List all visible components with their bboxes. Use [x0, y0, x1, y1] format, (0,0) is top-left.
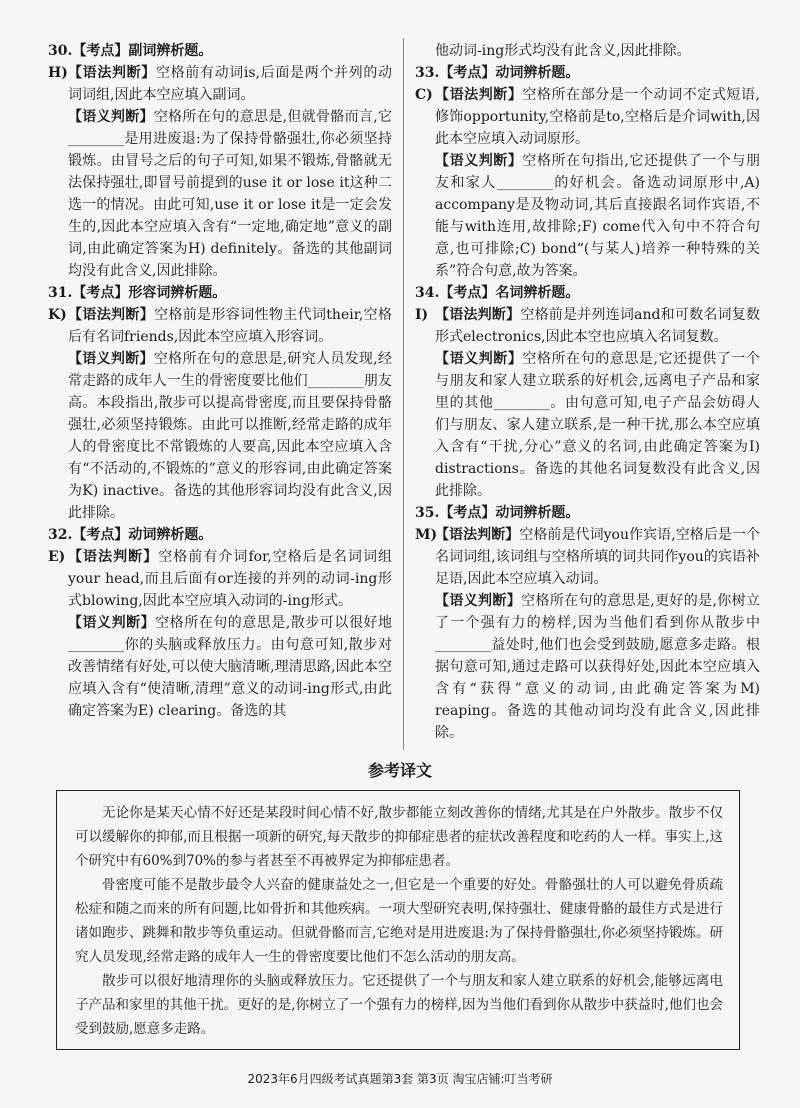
answer-row [415, 304, 760, 348]
question-heading: 30.【考点】副词辨析题。 [48, 43, 213, 59]
answer-row [415, 84, 760, 150]
answer-letter: H) [48, 65, 68, 81]
translation-title: 参考译文 [367, 761, 432, 780]
left-column [48, 40, 392, 722]
analysis-text: 空格所在句的意思是,它还提供了一个与朋友和家人建立联系的好机会,远离电子产品和家里的其他________。由句意可知,电子产品会妨碍人们与朋友、家人建立联系,是一种干扰,那么本空应填入含有“干扰,分心”意义的名词,由此确定答案为I) distractions。备选的其他名词复数没有此含义,因此排除。 [435, 351, 760, 499]
analysis-text: 空格前有介词for,空格后是名词词组your head,而且后面有or连接的并列的动词-ing形式blowing,因此本空应填入动词的-ing形式。 [68, 549, 392, 609]
analysis-text: 空格所在句指出,它还提供了一个与朋友和家人________的好机会。备选动词原形中,A) accompany是及物动词,其后直接跟名词作宾语,不能与with连用,故排除;F) come代入句中不符合句意,也可排除;C) bond“(与某人)培养一种特殊的关系”符合句意,故为答案。 [435, 153, 760, 279]
analysis-tag: 【语法判断】 [435, 527, 520, 543]
answer-row [48, 546, 392, 612]
page-footer: 2023年6月四级考试真题第3套 第3页 淘宝店铺:叮当考研 [247, 1072, 553, 1086]
answer-letter: I) [415, 307, 429, 323]
analysis-paragraph [68, 348, 392, 524]
question-heading: 32.【考点】动词辨析题。 [48, 527, 213, 543]
analysis-tag: 【语法判断】 [435, 307, 521, 323]
analysis-text: 空格前是代词you作宾语,空格后是一个名词词组,该词组与空格所填的词共同作you的宾语补足语,因此本空应填入动词。 [435, 527, 760, 587]
analysis-paragraph [68, 612, 392, 722]
answer-body [68, 304, 392, 348]
analysis-text: 空格所在句的意思是,更好的是,你树立了一个强有力的榜样,因为当他们看到你从散步中________益处时,他们也会受到鼓励,愿意多走路。根据句意可知,通过走路可以获得好处,因此本空应填入含有“获得”意义的动词,由此确定答案为M) reaping。备选的其他动词均没有此含义,因此排除。 [435, 593, 761, 741]
answer-row [48, 304, 392, 348]
answer-row [48, 62, 392, 106]
analysis-tag: 【语义判断】 [435, 351, 523, 367]
analysis-paragraph [435, 150, 760, 282]
answer-body [435, 524, 760, 590]
answer-body [435, 84, 760, 150]
translation-paragraph: 无论你是某天心情不好还是某段时间心情不好,散步都能立刻改善你的情绪,尤其是在户外散步。散步不仅可以缓解你的抑郁,而且根据一项新的研究,每天散步的抑郁症患者的症状改善程度和吃药的人一样。事实上,这个研究中有60%到70%的参与者甚至不再被界定为抑郁症患者。 [75, 805, 723, 869]
question-heading: 34.【考点】名词辨析题。 [415, 285, 580, 301]
analysis-text: 他动词-ing形式均没有此含义,因此排除。 [435, 43, 691, 59]
answer-body [68, 62, 392, 106]
analysis-text: 空格前是并列连词and和可数名词复数形式electronics,因此本空也应填入名词复数。 [435, 307, 761, 345]
question-heading: 31.【考点】形容词辨析题。 [48, 285, 227, 301]
column-divider [403, 38, 404, 750]
analysis-paragraph [435, 40, 760, 62]
right-column [415, 40, 760, 744]
analysis-paragraph [68, 106, 392, 282]
analysis-tag: 【语义判断】 [435, 593, 522, 609]
translation-paragraph: 散步可以很好地清理你的头脑或释放压力。它还提供了一个与朋友和家人建立联系的好机会,能够远离电子产品和家里的其他干扰。更好的是,你树立了一个强有力的榜样,因为当他们看到你从散步中获益时,他们也会受到鼓励,愿意多走路。 [75, 973, 723, 1037]
analysis-text: 空格所在句的意思是,研究人员发现,经常走路的成年人一生的骨密度要比他们________朋友高。本段指出,散步可以提高骨密度,而且要保持骨骼强壮,必须坚持锻炼。由此可以推断,经常走路的成年人的骨密度比不常锻炼的人要高,因此本空应填入含有“不活动的,不锻炼的”意义的形容词,由此确定答案为K) inactive。备选的其他形容词均没有此含义,因此排除。 [68, 351, 393, 521]
analysis-paragraph [435, 348, 760, 502]
analysis-text: 空格前有动词is,后面是两个并列的动词词组,因此本空应填入副词。 [68, 65, 392, 103]
question-heading: 35.【考点】动词辨析题。 [415, 505, 580, 521]
analysis-text: 空格所在句的意思是,散步可以很好地________你的头脑或释放压力。由句意可知,散步对改善情绪有好处,可以使大脑清晰,理清思路,因此本空应填入含有“使清晰,清理”意义的动词-ing形式,由此确定答案为E) clearing。备选的其 [68, 615, 393, 719]
question-heading: 33.【考点】动词辨析题。 [415, 65, 580, 81]
translation-box [56, 790, 740, 1050]
answer-letter: E) [48, 549, 66, 565]
analysis-tag: 【语法判断】 [435, 87, 523, 103]
analysis-text: 空格所在句的意思是,但就骨骼而言,它________是用进废退:为了保持骨骼强壮,你必须坚持锻炼。由冒号之后的句子可知,如果不锻炼,骨骼就无法保持强壮,即冒号前提到的use it or lose it这种二选一的情况。由此可知,use it or lose it是一定会发生的,因此本空应填入含有“一定地,确定地”意义的副词,由此确定答案为H) definitely。备选的其他副词均没有此含义,因此排除。 [68, 109, 393, 279]
analysis-paragraph [435, 590, 760, 744]
analysis-tag: 【语义判断】 [68, 615, 156, 631]
answer-body [68, 546, 392, 612]
answer-row [415, 524, 760, 590]
answer-letter: C) [415, 87, 433, 103]
analysis-text: 空格所在部分是一个动词不定式短语,修饰opportunity,空格前是to,空格后是介词with,因此本空应填入动词原形。 [435, 87, 760, 147]
answer-body [435, 304, 760, 348]
analysis-tag: 【语法判断】 [68, 307, 155, 323]
analysis-tag: 【语义判断】 [435, 153, 523, 169]
analysis-tag: 【语法判断】 [68, 65, 156, 81]
analysis-text: 空格前是形容词性物主代词their,空格后有名词friends,因此本空应填入形容词。 [68, 307, 393, 345]
analysis-tag: 【语义判断】 [68, 109, 154, 125]
analysis-tag: 【语义判断】 [68, 351, 154, 367]
analysis-tag: 【语法判断】 [68, 549, 159, 565]
translation-paragraph: 骨密度可能不是散步最令人兴奋的健康益处之一,但它是一个重要的好处。骨骼强壮的人可以避免骨质疏松症和随之而来的所有问题,比如骨折和其他疾病。一项大型研究表明,保持强壮、健康骨骼的最佳方式是进行诸如跑步、跳舞和散步等负重运动。但就骨骼而言,它绝对是用进废退:为了保持骨骼强壮,你必须坚持锻炼。研究人员发现,经常走路的成年人一生的骨密度要比他们不怎么活动的朋友高。 [75, 877, 723, 965]
answer-letter: M) [415, 527, 438, 543]
answer-letter: K) [48, 307, 67, 323]
